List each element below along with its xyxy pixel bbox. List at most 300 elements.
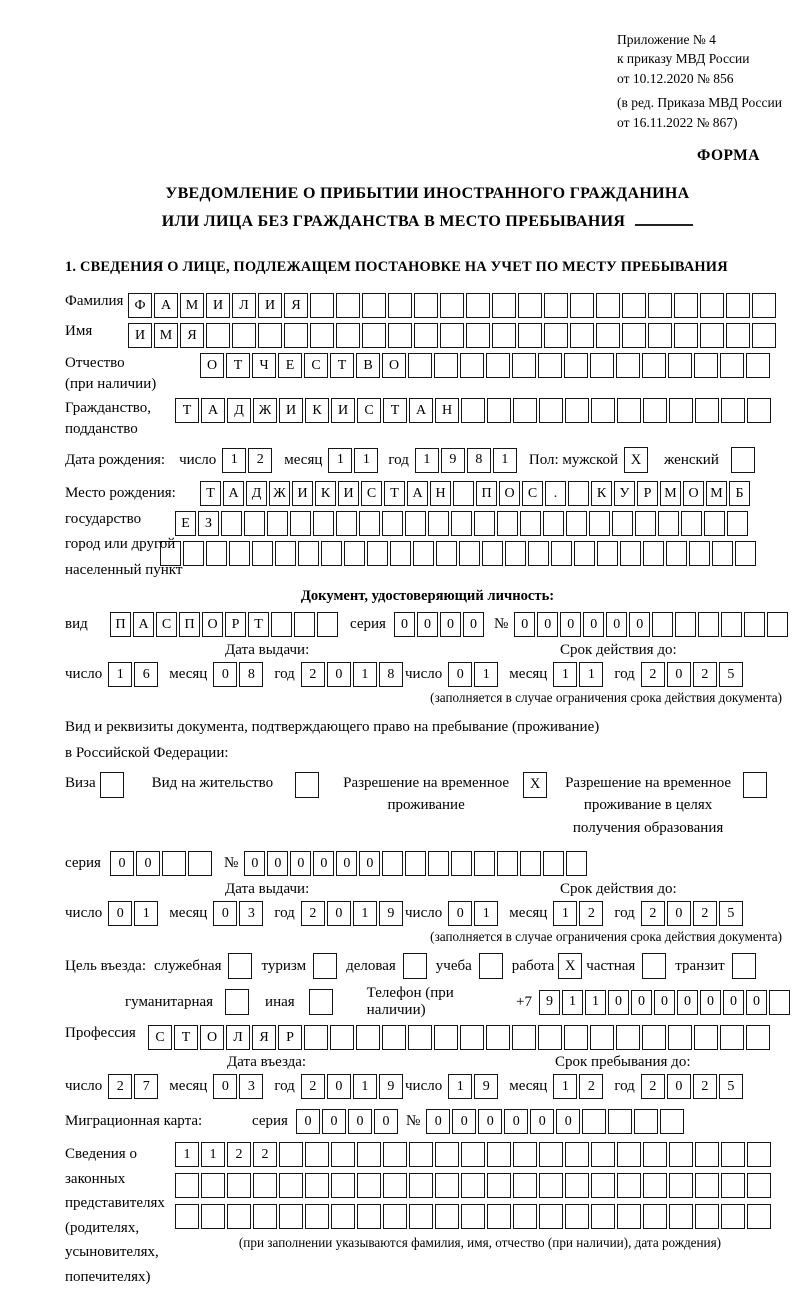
purpose-business: деловая: [346, 953, 427, 979]
char-cell: [608, 1109, 632, 1134]
char-cell: У: [614, 481, 635, 506]
temp-residence-permit-option: [343, 772, 547, 817]
issue-date-heading: Дата выдачи:: [225, 642, 310, 659]
char-cell: .: [545, 481, 566, 506]
char-cell: [474, 511, 495, 536]
char-cell: М: [154, 323, 178, 348]
purpose-work-checkbox: X: [558, 953, 582, 979]
char-cell: 9: [379, 901, 403, 926]
issue-day-cells: [108, 662, 158, 687]
char-cell: [313, 511, 334, 536]
year-label: год: [388, 451, 409, 468]
char-cell: [591, 398, 615, 423]
validity-note: (заполняется в случае ограничения срока действия документа): [430, 690, 782, 706]
doc-number-cells: [514, 612, 788, 637]
given-name-cells: [128, 323, 776, 348]
representatives-row1-cells: [175, 1142, 790, 1167]
char-cell: [681, 511, 702, 536]
char-cell: 1: [328, 448, 352, 473]
doc-type-label: вид: [65, 616, 88, 633]
char-cell: 1: [493, 448, 517, 473]
char-cell: [538, 353, 562, 378]
form-title-line1: УВЕДОМЛЕНИЕ О ПРИБЫТИИ ИНОСТРАННОГО ГРАЖДАНИНА: [165, 185, 690, 203]
char-cell: [451, 851, 472, 876]
char-cell: [271, 612, 292, 637]
char-cell: 6: [134, 662, 158, 687]
visit-purpose-label: Цель въезда:: [65, 957, 146, 974]
given-name-row: [65, 323, 790, 348]
char-cell: 1: [585, 990, 606, 1015]
phone-prefix: +7: [516, 993, 532, 1010]
purpose-humanitarian: гуманитарная: [125, 989, 249, 1015]
char-cell: К: [305, 398, 329, 423]
migration-card-row: [65, 1109, 790, 1134]
char-cell: 1: [474, 901, 498, 926]
char-cell: С: [148, 1025, 172, 1050]
char-cell: [513, 398, 537, 423]
char-cell: [460, 1025, 484, 1050]
char-cell: 1: [354, 448, 378, 473]
char-cell: [622, 323, 646, 348]
char-cell: [487, 1204, 511, 1229]
migration-card-number-label: №: [405, 1113, 421, 1130]
char-cell: Т: [174, 1025, 198, 1050]
char-cell: [746, 1025, 770, 1050]
char-cell: [175, 1204, 199, 1229]
char-cell: 1: [415, 448, 439, 473]
char-cell: 0: [452, 1109, 476, 1134]
char-cell: [409, 1173, 433, 1198]
char-cell: [466, 293, 490, 318]
char-cell: [435, 1173, 459, 1198]
visa-option: [65, 772, 124, 798]
char-cell: [643, 541, 664, 566]
char-cell: 2: [301, 901, 325, 926]
char-cell: [752, 323, 776, 348]
char-cell: [747, 398, 771, 423]
char-cell: [666, 541, 687, 566]
birth-year-cells: [415, 448, 517, 473]
char-cell: Ф: [128, 293, 152, 318]
char-cell: [612, 511, 633, 536]
char-cell: [518, 323, 542, 348]
entry-date-group: число 2 7 месяц 0 3 год 2 0 1 9: [65, 1074, 405, 1099]
char-cell: [321, 541, 342, 566]
char-cell: [461, 1204, 485, 1229]
char-cell: [539, 1204, 563, 1229]
char-cell: 2: [693, 1074, 717, 1099]
char-cell: [359, 511, 380, 536]
char-cell: [721, 1142, 745, 1167]
appendix-line: (в ред. Приказа МВД России: [617, 95, 782, 111]
char-cell: М: [706, 481, 727, 506]
appendix-line: к приказу МВД России: [617, 51, 750, 67]
char-cell: С: [156, 612, 177, 637]
char-cell: А: [409, 398, 433, 423]
char-cell: 0: [514, 612, 535, 637]
char-cell: [428, 851, 449, 876]
doc-series-cells: [394, 612, 484, 637]
residence-issue-year-cells: [301, 901, 403, 926]
char-cell: [570, 293, 594, 318]
migration-card-series-cells: [296, 1109, 398, 1134]
char-cell: [434, 353, 458, 378]
edu-residence-permit-checkbox: [743, 772, 767, 798]
char-cell: 1: [562, 990, 583, 1015]
char-cell: 0: [136, 851, 160, 876]
char-cell: [183, 541, 204, 566]
char-cell: [408, 1025, 432, 1050]
char-cell: [566, 511, 587, 536]
char-cell: [383, 1142, 407, 1167]
char-cell: 1: [448, 1074, 472, 1099]
char-cell: [175, 1173, 199, 1198]
surname-label: Фамилия: [65, 293, 124, 310]
char-cell: [694, 1025, 718, 1050]
char-cell: [565, 1204, 589, 1229]
char-cell: И: [338, 481, 359, 506]
char-cell: [492, 293, 516, 318]
char-cell: [596, 323, 620, 348]
char-cell: 0: [348, 1109, 372, 1134]
appendix-line: Приложение № 4: [617, 32, 716, 47]
char-cell: [232, 323, 256, 348]
char-cell: [474, 851, 495, 876]
char-cell: [221, 511, 242, 536]
purpose-transit-checkbox: [732, 953, 756, 979]
char-cell: 9: [539, 990, 560, 1015]
char-cell: Я: [180, 323, 204, 348]
char-cell: [648, 323, 672, 348]
char-cell: 0: [394, 612, 415, 637]
char-cell: Т: [226, 353, 250, 378]
char-cell: 8: [239, 662, 263, 687]
identity-doc-row: [65, 612, 790, 637]
char-cell: 0: [746, 990, 767, 1015]
char-cell: [497, 511, 518, 536]
char-cell: 0: [110, 851, 134, 876]
char-cell: 2: [641, 662, 665, 687]
stay-until-heading: Срок пребывания до:: [555, 1054, 691, 1071]
char-cell: 0: [359, 851, 380, 876]
char-cell: [305, 1173, 329, 1198]
char-cell: [551, 541, 572, 566]
char-cell: [275, 541, 296, 566]
char-cell: 5: [719, 662, 743, 687]
residence-doc-dates: [65, 881, 790, 926]
char-cell: С: [304, 353, 328, 378]
char-cell: 0: [608, 990, 629, 1015]
char-cell: [512, 1025, 536, 1050]
char-cell: Д: [246, 481, 267, 506]
char-cell: [590, 353, 614, 378]
char-cell: Т: [384, 481, 405, 506]
char-cell: 1: [579, 662, 603, 687]
char-cell: 0: [448, 662, 472, 687]
char-cell: [414, 293, 438, 318]
char-cell: К: [591, 481, 612, 506]
char-cell: 0: [244, 851, 265, 876]
char-cell: 9: [474, 1074, 498, 1099]
char-cell: [746, 353, 770, 378]
char-cell: [253, 1204, 277, 1229]
valid-until-group: число 0 1 месяц 1 1 год 2 0 2 5: [405, 662, 790, 687]
char-cell: [700, 323, 724, 348]
phone-label: Телефон (при наличии): [366, 985, 454, 1019]
char-cell: [695, 398, 719, 423]
char-cell: [704, 511, 725, 536]
char-cell: Ж: [253, 398, 277, 423]
temp-residence-permit-checkbox: X: [523, 772, 547, 798]
appendix-line: от 10.12.2020 № 856: [617, 70, 734, 86]
char-cell: 0: [700, 990, 721, 1015]
residence-valid-month-cells: [553, 901, 603, 926]
char-cell: [388, 293, 412, 318]
sex-female-label: женский: [664, 451, 719, 468]
char-cell: 2: [248, 448, 272, 473]
char-cell: 0: [327, 901, 351, 926]
char-cell: [336, 323, 360, 348]
char-cell: [206, 541, 227, 566]
sex-female-checkbox: [731, 447, 755, 473]
char-cell: 0: [440, 612, 461, 637]
issue-month-cells: [213, 662, 263, 687]
char-cell: [726, 293, 750, 318]
char-cell: [482, 541, 503, 566]
residence-doc-intro: Вид и реквизиты документа, подтверждающего право на пребывание (проживание) в Российской Федерации:: [65, 719, 600, 762]
char-cell: 2: [579, 1074, 603, 1099]
char-cell: 0: [290, 851, 311, 876]
char-cell: [622, 293, 646, 318]
char-cell: 5: [719, 1074, 743, 1099]
char-cell: 0: [267, 851, 288, 876]
char-cell: П: [110, 612, 131, 637]
profession-label: Профессия: [65, 1025, 136, 1042]
char-cell: О: [200, 353, 224, 378]
month-label: месяц: [284, 451, 323, 468]
char-cell: [544, 323, 568, 348]
char-cell: Е: [175, 511, 196, 536]
char-cell: [721, 612, 742, 637]
char-cell: [435, 1142, 459, 1167]
char-cell: [669, 1142, 693, 1167]
char-cell: [252, 541, 273, 566]
char-cell: [689, 541, 710, 566]
char-cell: Н: [435, 398, 459, 423]
char-cell: И: [206, 293, 230, 318]
char-cell: [721, 1204, 745, 1229]
char-cell: [566, 851, 587, 876]
char-cell: 2: [693, 901, 717, 926]
representatives-row3-cells: [175, 1204, 790, 1229]
char-cell: П: [179, 612, 200, 637]
birth-place-block: [65, 481, 790, 581]
char-cell: 0: [530, 1109, 554, 1134]
char-cell: [505, 541, 526, 566]
char-cell: 5: [719, 901, 743, 926]
char-cell: [390, 541, 411, 566]
char-cell: 0: [583, 612, 604, 637]
char-cell: Ч: [252, 353, 276, 378]
char-cell: 0: [327, 1074, 351, 1099]
birth-month-cells: [328, 448, 378, 473]
char-cell: [461, 1173, 485, 1198]
char-cell: 0: [478, 1109, 502, 1134]
char-cell: [290, 511, 311, 536]
purpose-tourism-checkbox: [313, 953, 337, 979]
char-cell: [616, 353, 640, 378]
char-cell: 1: [353, 662, 377, 687]
char-cell: [460, 353, 484, 378]
char-cell: 0: [213, 662, 237, 687]
residence-doc-options: [65, 772, 790, 840]
forma-label: ФОРМА: [696, 147, 760, 165]
purpose-other: иная: [265, 989, 333, 1015]
char-cell: [188, 851, 212, 876]
char-cell: [253, 1173, 277, 1198]
char-cell: [305, 1204, 329, 1229]
char-cell: [747, 1173, 771, 1198]
char-cell: 0: [667, 662, 691, 687]
stay-until-group: число 1 9 месяц 1 2 год 2 0 2 5: [405, 1074, 790, 1099]
char-cell: 2: [693, 662, 717, 687]
char-cell: [388, 323, 412, 348]
char-cell: [695, 1173, 719, 1198]
issue-year-cells: [301, 662, 403, 687]
char-cell: [747, 1204, 771, 1229]
char-cell: [513, 1142, 537, 1167]
char-cell: [408, 353, 432, 378]
form-title-line2: ИЛИ ЛИЦА БЕЗ ГРАЖДАНСТВА В МЕСТО ПРЕБЫВАНИЯ: [65, 208, 790, 236]
char-cell: Р: [637, 481, 658, 506]
char-cell: [428, 511, 449, 536]
residence-issue-heading: Дата выдачи:: [225, 881, 310, 898]
char-cell: 0: [322, 1109, 346, 1134]
migration-card-number-cells: [426, 1109, 684, 1134]
char-cell: [539, 1173, 563, 1198]
edu-residence-permit-option: [565, 772, 767, 840]
char-cell: [590, 1025, 614, 1050]
char-cell: [409, 1142, 433, 1167]
char-cell: [543, 851, 564, 876]
char-cell: [752, 293, 776, 318]
citizenship-row: [65, 398, 790, 440]
char-cell: [582, 1109, 606, 1134]
char-cell: О: [382, 353, 406, 378]
char-cell: Я: [284, 293, 308, 318]
char-cell: [597, 541, 618, 566]
char-cell: 0: [108, 901, 132, 926]
char-cell: 0: [556, 1109, 580, 1134]
char-cell: [512, 353, 536, 378]
char-cell: [414, 323, 438, 348]
char-cell: [543, 511, 564, 536]
char-cell: [279, 1173, 303, 1198]
purpose-private: частная: [586, 953, 666, 979]
char-cell: 2: [579, 901, 603, 926]
char-cell: А: [223, 481, 244, 506]
purpose-official: служебная: [154, 953, 253, 979]
char-cell: Л: [226, 1025, 250, 1050]
appendix-line: от 16.11.2022 № 867): [617, 114, 738, 130]
stay-year-cells: [641, 1074, 743, 1099]
char-cell: [497, 851, 518, 876]
char-cell: [382, 511, 403, 536]
char-cell: И: [331, 398, 355, 423]
char-cell: 2: [301, 1074, 325, 1099]
char-cell: [712, 541, 733, 566]
char-cell: Т: [200, 481, 221, 506]
char-cell: [383, 1204, 407, 1229]
char-cell: 0: [537, 612, 558, 637]
char-cell: Т: [248, 612, 269, 637]
char-cell: [616, 1025, 640, 1050]
char-cell: 1: [134, 901, 158, 926]
char-cell: [767, 612, 788, 637]
residence-issue-day-cells: [108, 901, 158, 926]
char-cell: [591, 1142, 615, 1167]
purpose-business-checkbox: [403, 953, 427, 979]
char-cell: [538, 1025, 562, 1050]
char-cell: [565, 1142, 589, 1167]
residence-issue-group: число 0 1 месяц 0 3 год 2 0 1 9: [65, 901, 405, 926]
char-cell: [466, 323, 490, 348]
char-cell: 0: [374, 1109, 398, 1134]
birth-place-row1-cells: [200, 481, 790, 506]
char-cell: И: [128, 323, 152, 348]
char-cell: К: [315, 481, 336, 506]
char-cell: [405, 851, 426, 876]
entry-day-cells: [108, 1074, 158, 1099]
char-cell: [574, 541, 595, 566]
char-cell: 2: [253, 1142, 277, 1167]
char-cell: [451, 511, 472, 536]
char-cell: 2: [641, 901, 665, 926]
char-cell: [643, 1173, 667, 1198]
char-cell: [459, 541, 480, 566]
phone-cells: [539, 990, 790, 1015]
given-name-label: Имя: [65, 323, 93, 340]
residence-valid-day-cells: [448, 901, 498, 926]
char-cell: 8: [379, 662, 403, 687]
visit-purpose-row: [65, 953, 790, 979]
char-cell: [436, 541, 457, 566]
section1-heading: 1. СВЕДЕНИЯ О ЛИЦЕ, ПОДЛЕЖАЩЕМ ПОСТАНОВКЕ НА УЧЕТ ПО МЕСТУ ПРЕБЫВАНИЯ: [65, 259, 728, 276]
char-cell: [440, 323, 464, 348]
birth-date-row: [65, 447, 790, 473]
char-cell: П: [476, 481, 497, 506]
stay-day-cells: [448, 1074, 498, 1099]
char-cell: 9: [379, 1074, 403, 1099]
valid-until-heading: Срок действия до:: [560, 642, 677, 659]
entry-month-cells: [213, 1074, 263, 1099]
char-cell: 3: [239, 901, 263, 926]
purpose-other-checkbox: [309, 989, 333, 1015]
doc-type-cells: [110, 612, 338, 637]
form-title: [65, 180, 790, 236]
visit-purpose-row2: [65, 985, 790, 1019]
residence-validity-note: (заполняется в случае ограничения срока действия документа): [430, 929, 782, 945]
char-cell: [413, 541, 434, 566]
representatives-labels: Сведения о законных представителях (родителях, усыновителях, попечителях): [65, 1146, 165, 1285]
char-cell: 0: [463, 612, 484, 637]
char-cell: 0: [504, 1109, 528, 1134]
doc-number-label: №: [493, 616, 509, 633]
char-cell: Т: [330, 353, 354, 378]
char-cell: [492, 323, 516, 348]
char-cell: [747, 1142, 771, 1167]
char-cell: [435, 1204, 459, 1229]
